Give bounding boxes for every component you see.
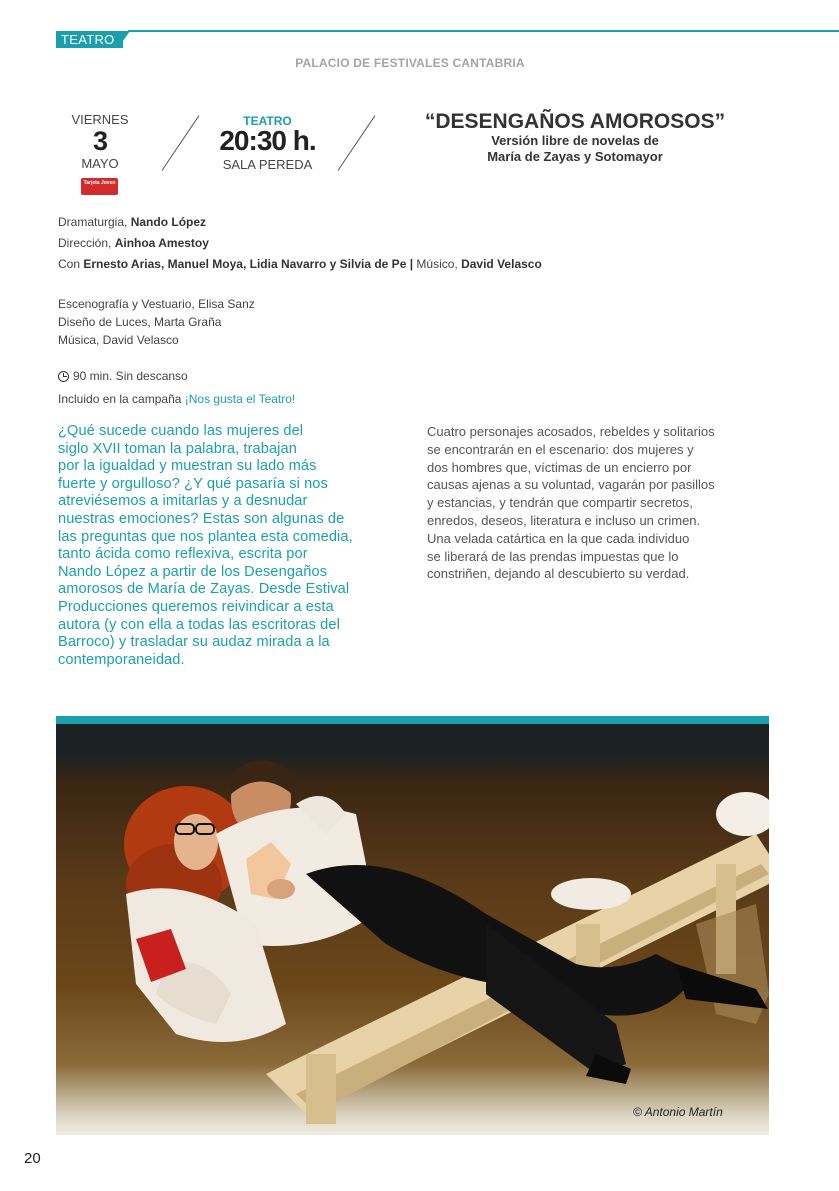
event-subtitle: Versión libre de novelas de [491,133,659,148]
credit-name: David Velasco [461,257,542,271]
intro-paragraph [58,423,398,669]
clock-icon [58,371,69,382]
section-tag: TEATRO [56,31,123,48]
credit-musica: Música, David Velasco [58,333,179,347]
header-rule [128,30,839,32]
text-line: y estancias, y tendrán que compartir secretos, [427,495,693,511]
text-line: contemporaneidad. [58,651,185,668]
event-category: TEATRO [243,114,292,128]
campaign-note [58,392,295,406]
credit-escenografia: Escenografía y Vestuario, Elisa Sanz [58,297,255,311]
credit-direccion [58,236,209,250]
event-day-number: 3 [92,126,108,156]
credit-name: Nando López [130,215,207,229]
credit-label: Músico, [413,257,462,271]
text-line: tanto ácida como reflexiva, escrita por [58,546,308,563]
credit-luces: Diseño de Luces, Marta Graña [58,315,222,329]
text-line: nuestras emociones? Estas son algunas de [58,510,345,527]
divider-slash [338,115,376,170]
text-line: las preguntas que nos plantea esta comedia, [58,528,353,545]
text-line: atreviésemos a imitarlas y a desnudar [58,493,308,510]
campaign-prefix: Incluido en la campaña [58,392,185,406]
credit-dramaturgia [58,215,206,229]
text-line: amorosos de María de Zayas. Desde Estival [58,581,350,598]
photo-credit: © Antonio Martín [633,1105,723,1119]
credit-label: Dirección, [58,236,115,250]
text-line: Producciones queremos reivindicar a esta [58,598,334,615]
synopsis-paragraph [427,423,767,583]
ticket-badge-text: Tarjeta Joven [83,180,116,186]
text-line: dos hombres que, víctimas de un encierro por [427,459,692,475]
text-line: fuerte y orgulloso? ¿Y qué pasaría si nos [58,475,328,492]
credit-name: Ernesto Arias, Manuel Moya, Lidia Navarro y Silvia de Pe | [83,257,414,271]
credit-label: Con [58,257,84,271]
event-day-name: VIERNES [71,112,129,127]
event-room: SALA PEREDA [222,157,313,172]
youth-card-ticket-icon [81,178,118,195]
text-line: se encontrarán en el escenario: dos mujeres y [427,441,694,457]
campaign-link[interactable]: ¡Nos gusta el Teatro! [184,392,296,406]
text-line: ¿Qué sucede cuando las mujeres del [58,423,304,439]
event-time: 20:30 h. [219,125,316,156]
event-month: MAYO [81,156,119,171]
event-subtitle: María de Zayas y Sotomayor [487,149,663,164]
photo-top-bar [56,716,769,724]
event-duration: 90 min. Sin descanso [73,369,188,383]
text-line: se liberará de las prendas impuestas que lo [427,548,679,564]
text-line: Nando López a partir de los Desengaños [58,563,328,580]
production-photo [56,724,769,1135]
text-line: causas ajenas a su voluntad, vagarán por pasillos [427,477,715,493]
divider-slash [162,115,200,170]
text-line: constriñen, dejando al descubierto su verdad. [427,566,690,582]
text-line: por la igualdad y muestran su lado más [58,458,317,475]
section-tag-tip [118,31,130,48]
credit-name: Ainhoa Amestoy [114,236,209,250]
production-photo-art [56,724,769,1135]
event-title: “DESENGAÑOS AMOROSOS” [424,110,726,133]
credit-label: Dramaturgia, [58,215,131,229]
venue-name: PALACIO DE FESTIVALES CANTABRIA [295,56,525,70]
text-line: Cuatro personajes acosados, rebeldes y solitarios [427,424,715,439]
credit-cast [58,257,542,271]
text-line: autora (y con ella a todas las escritoras del [58,616,340,633]
text-line: Una velada catártica en la que cada individuo [427,530,690,546]
page-number: 20 [24,1150,41,1167]
text-line: enredos, deseos, literatura e incluso un crimen. [427,512,701,528]
text-line: siglo XVII toman la palabra, trabajan [58,440,297,457]
text-line: Barroco) y trasladar su audaz mirada a la [58,634,330,651]
